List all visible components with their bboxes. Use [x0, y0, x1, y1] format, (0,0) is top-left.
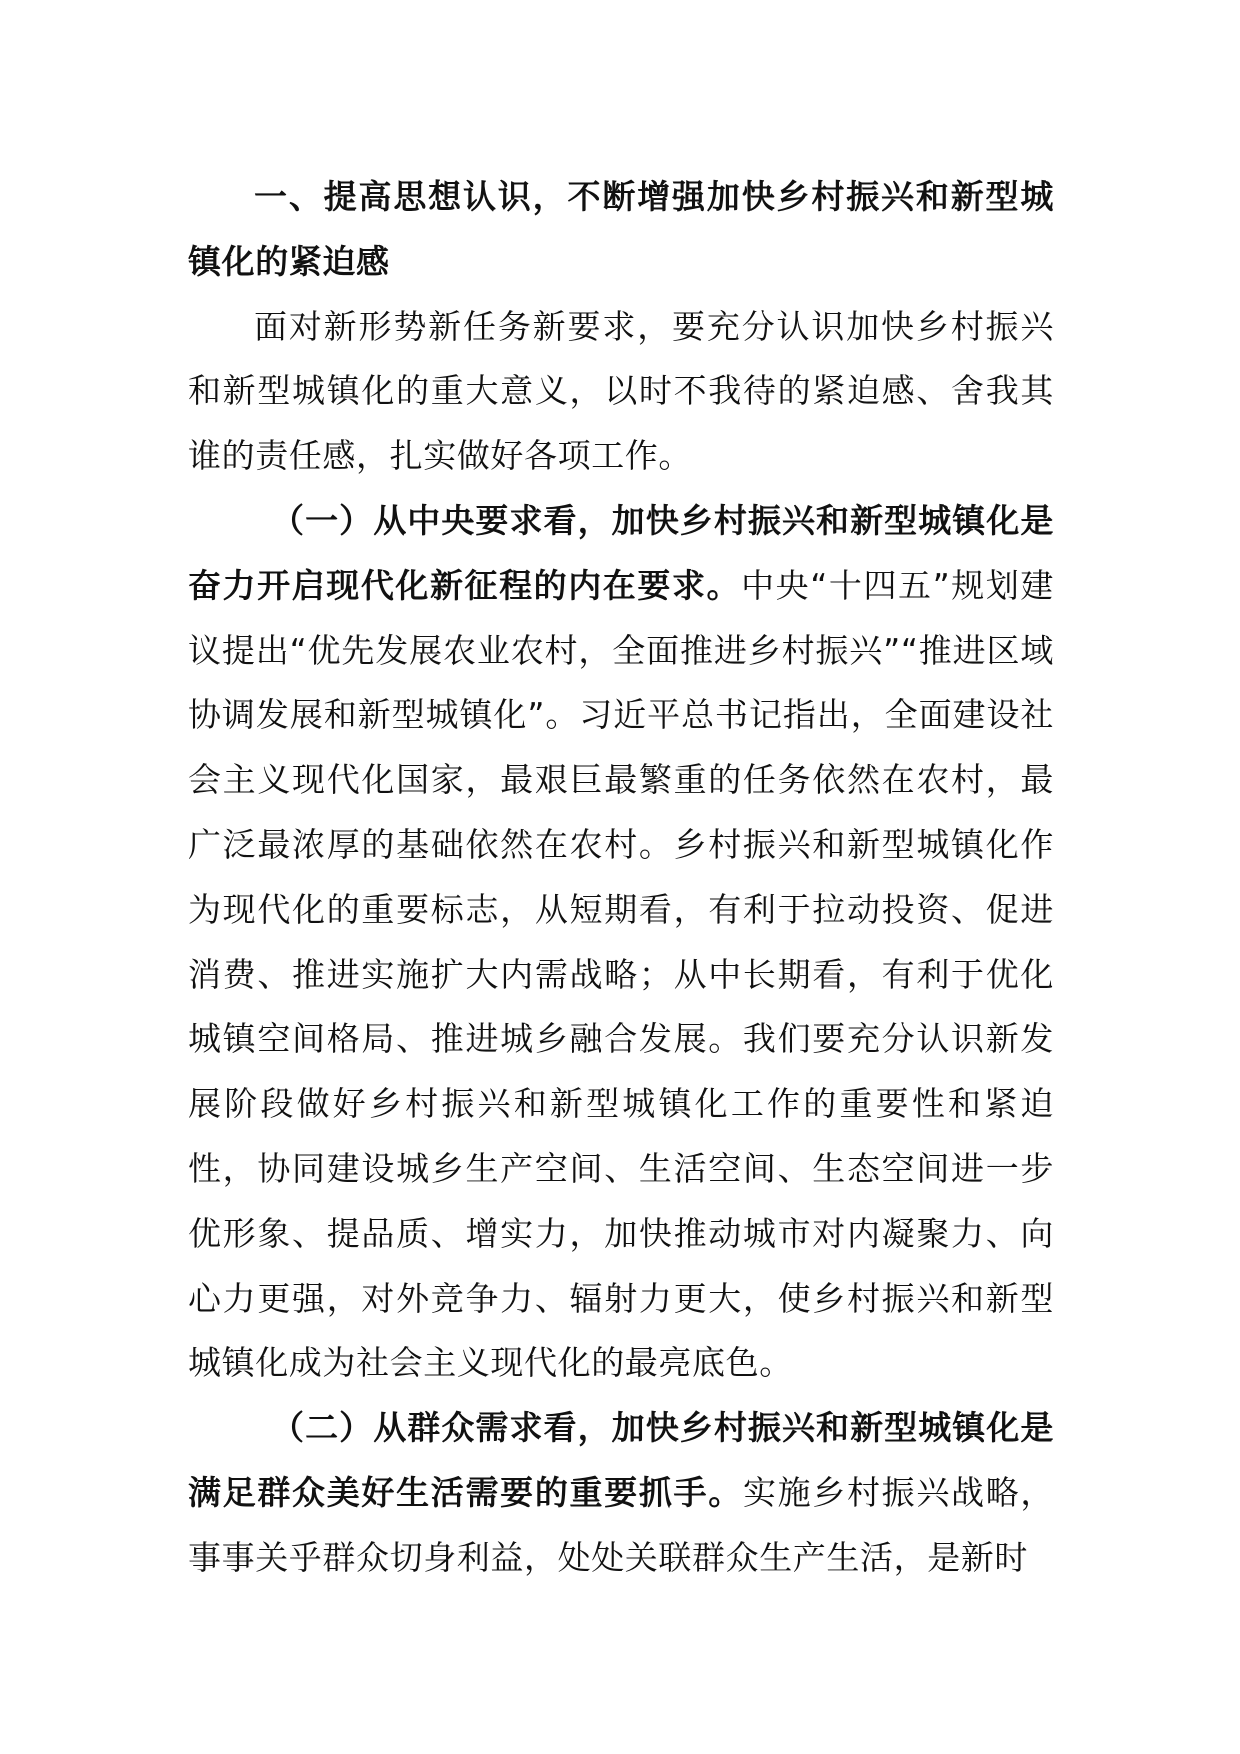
subsection-2-body: 实施乡村振兴战略，事事关乎群众切身利益，处处关联群众生产生活，是新时 [188, 1472, 1054, 1577]
subsection-1-body: 中央“十四五”规划建议提出“优先发展农业农村，全面推进乡村振兴”“推进区域协调发展和新型城镇化”。习近平总书记指出，全面建设社会主义现代化国家，最艰巨最繁重的任务依然在农村，最广泛最浓厚的基础依然在农村。乡村振兴和新型城镇化作为现代化的重要标志，从短期看，有利于拉动投资、促进消费、推进实施扩大内需战略；从中长期看，有利于优化城镇空间格局、推进城乡融合发展。我们要充分认识新发展阶段做好乡村振兴和新型城镇化工作的重要性和紧迫性，协同建设城乡生产空间、生活空间、生态空间进一步优形象、提品质、增实力，加快推动城市对内凝聚力、向心力更强，对外竞争力、辐射力更大，使乡村振兴和新型城镇化成为社会主义现代化的最亮底色。 [188, 565, 1054, 1383]
subsection-2-lead: （二）从群众需求看，加快乡村振兴和新型城镇化是满足群众美好生活需要的重要抓手。 [188, 1408, 1054, 1512]
subsection-2-paragraph [188, 1396, 1054, 1590]
subsection-1-paragraph [188, 489, 1054, 1396]
subsection-1-lead: （一）从中央要求看，加快乡村振兴和新型城镇化是奋力开启现代化新征程的内在要求。 [188, 500, 1054, 605]
document-body [188, 165, 1054, 1591]
section-heading: 一、提高思想认识，不断增强加快乡村振兴和新型城镇化的紧迫感 [188, 177, 1054, 281]
intro-paragraph: 面对新形势新任务新要求，要充分认识加快乡村振兴和新型城镇化的重大意义，以时不我待的紧迫感、舍我其谁的责任感，扎实做好各项工作。 [188, 306, 1054, 476]
